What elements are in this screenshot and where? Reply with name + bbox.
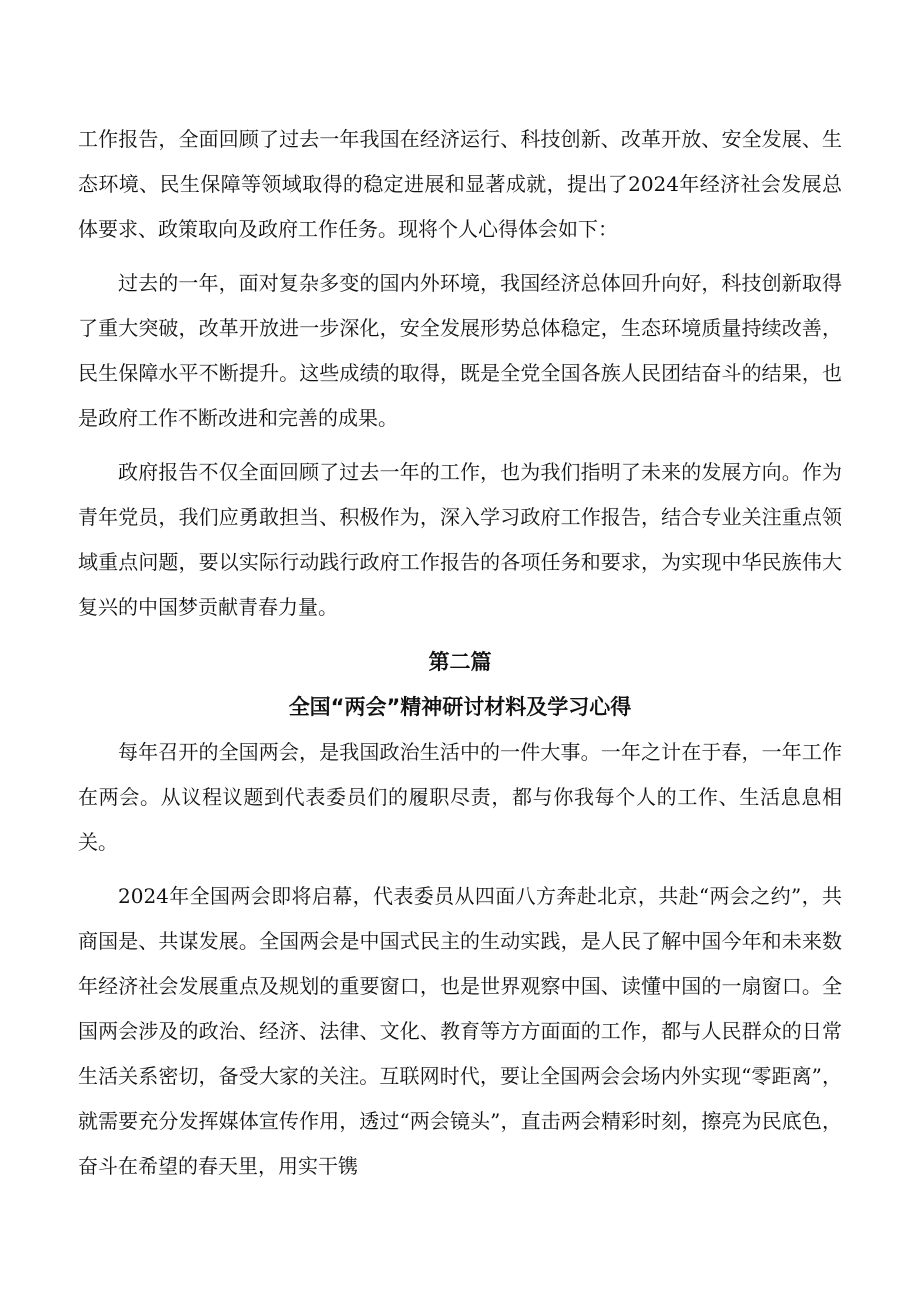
document-page <box>78 117 842 1189</box>
paragraph-continued: 工作报告，全面回顾了过去一年我国在经济运行、科技创新、改革开放、安全发展、生态环境、民生保障等领域取得的稳定进展和显著成就，提出了2024年经济社会发展总体要求、政策取向及政府工作任务。现将个人心得体会如下： <box>78 127 842 241</box>
section-title: 全国“两会”精神研讨材料及学习心得 <box>288 695 632 719</box>
paragraph: 过去的一年，面对复杂多变的国内外环境，我国经济总体回升向好，科技创新取得了重大突破，改革开放进一步深化，安全发展形势总体稳定，生态环境质量持续改善，民生保障水平不断提升。这些成绩的取得，既是全党全国各族人民团结奋斗的结果，也是政府工作不断改进和完善的成果。 <box>78 271 842 430</box>
paragraph: 政府报告不仅全面回顾了过去一年的工作，也为我们指明了未来的发展方向。作为青年党员，我们应勇敢担当、积极作为，深入学习政府工作报告，结合专业关注重点领域重点问题，要以实际行动践行政府工作报告的各项任务和要求，为实现中华民族伟大复兴的中国梦贡献青春力量。 <box>78 460 842 619</box>
paragraph: 每年召开的全国两会，是我国政治生活中的一件大事。一年之计在于春，一年工作在两会。从议程议题到代表委员们的履职尽责，都与你我每个人的工作、生活息息相关。 <box>78 740 842 854</box>
section-number: 第二篇 <box>428 650 492 674</box>
paragraph: 2024年全国两会即将启幕，代表委员从四面八方奔赴北京，共赴“两会之约”，共商国是、共谋发展。全国两会是中国式民主的生动实践，是人民了解中国今年和未来数年经济社会发展重点及规划的重要窗口，也是世界观察中国、读懂中国的一扇窗口。全国两会涉及的政治、经济、法律、文化、教育等方方面面的工作，都与人民群众的日常生活关系密切，备受大家的关注。互联网时代，要让全国两会会场内外实现“零距离”，就需要充分发挥媒体宣传作用，透过“两会镜头”，直击两会精彩时刻，擦亮为民底色，奋斗在希望的春天里，用实干镌 <box>78 884 842 1178</box>
